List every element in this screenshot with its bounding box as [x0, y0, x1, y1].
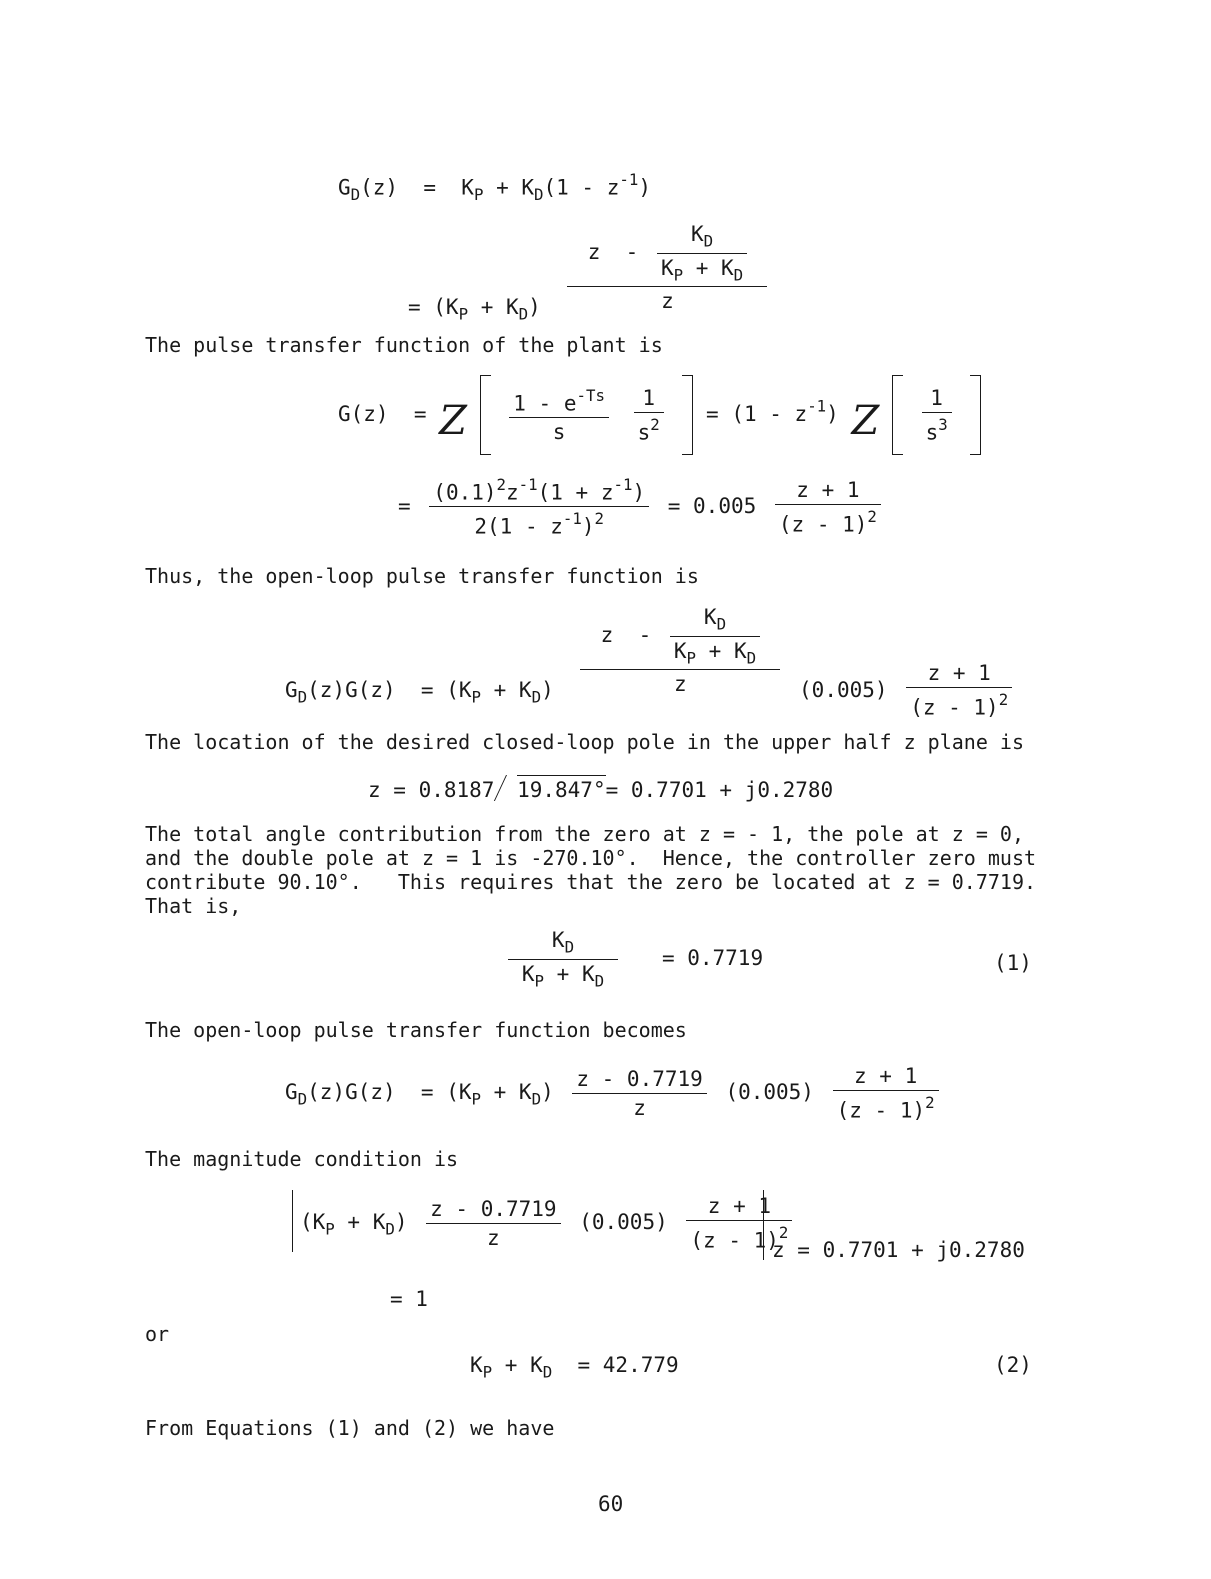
paragraph-becomes: The open-loop pulse transfer function becomes	[145, 1018, 687, 1042]
evaluation-point: z = 0.7701 + j0.2780	[772, 1238, 1025, 1262]
magnitude-equals: = 1	[390, 1287, 428, 1311]
gain: (0.005)	[725, 1080, 814, 1105]
equation-gz-result: = $\frac{(0.1)^2z^{-1}(1 + z^{-1})}{2(1 - z^{-1})^2}$ = 0.005 $\frac{z + 1}{(z - 1)^2}$	[398, 475, 887, 539]
equation-2-value: = 42.779	[577, 1353, 679, 1377]
equation-2: $K_P + K_D = 42.779$	[470, 1353, 679, 1382]
paragraph-angle-2: and the double pole at z = 1 is -270.10°. Hence, the controller zero must	[145, 846, 1037, 870]
numerator: z - 0.7719	[430, 1196, 557, 1221]
pole-magnitude: z = 0.8187	[368, 778, 495, 802]
equation-2-number: (2)	[994, 1353, 1032, 1377]
abs-bar-right	[763, 1190, 764, 1260]
equation-openloop: $G_D(z)G(z) = (K_P + K_D)$ z - $\frac{K_D}{K_P + K_D}$ z (0.005) $\frac{z + 1}{(z - 1)^2}$	[285, 605, 1018, 696]
equation-pole-location	[368, 775, 833, 802]
denominator: z	[487, 1225, 500, 1250]
equation-gz-ztransform: G(z) = Z $\frac{1 - e^{-Ts}}{s}$ $\frac{1}{s^2}$ = $(1 - z^{-1})$ Z $\frac{1}{s^3}$	[338, 375, 981, 455]
paragraph-openloop: Thus, the open-loop pulse transfer function is	[145, 564, 699, 588]
paragraph-from: From Equations (1) and (2) we have	[145, 1416, 555, 1440]
pole-angle: 19.847°	[517, 775, 606, 802]
word-or: or	[145, 1322, 170, 1346]
equation-magnitude: $(K_P + K_D)$ $\frac{z - 0.7719}{z}$ (0.005) $\frac{z + 1}{(z - 1)^2}$	[300, 1194, 798, 1252]
equation-1: $\frac{K_D}{K_P + K_D}$ = 0.7719	[502, 928, 763, 990]
pole-rectangular: = 0.7701 + j0.2780	[605, 778, 834, 802]
paragraph-angle-1: The total angle contribution from the zero at z = - 1, the pole at z = 0,	[145, 822, 1024, 846]
z-transform-symbol: Z	[439, 398, 467, 444]
paragraph-angle-4: That is,	[145, 894, 242, 918]
paragraph-angle-3: contribute 90.10°. This requires that the zero be located at z = 0.7719.	[145, 870, 1037, 894]
numerator: z - 0.7719	[576, 1066, 703, 1091]
denominator: z	[633, 1095, 646, 1120]
page-number: 60	[598, 1492, 624, 1516]
equation-1-number: (1)	[994, 951, 1032, 975]
equation-gd-factored: = $(K_P + K_D)$ z - $\frac{K_D}{K_P + K_D}$ z	[408, 222, 773, 313]
equation-gd-definition: $G_D(z) = K_P + K_D(1 - z^{-1})$	[338, 170, 651, 204]
paragraph-plant: The pulse transfer function of the plant is	[145, 333, 663, 357]
equation-openloop-numeric: $G_D(z)G(z) = (K_P + K_D)$ $\frac{z - 0.7719}{z}$ (0.005) $\frac{z + 1}{(z - 1)^2}$	[285, 1064, 945, 1122]
equation-1-value: = 0.7719	[661, 946, 764, 970]
abs-bar-left	[292, 1190, 293, 1252]
paragraph-magnitude: The magnitude condition is	[145, 1147, 459, 1171]
paragraph-location: The location of the desired closed-loop pole in the upper half z plane is	[145, 730, 1024, 754]
gain: (0.005)	[579, 1210, 668, 1235]
z-transform-symbol: Z	[851, 398, 880, 444]
